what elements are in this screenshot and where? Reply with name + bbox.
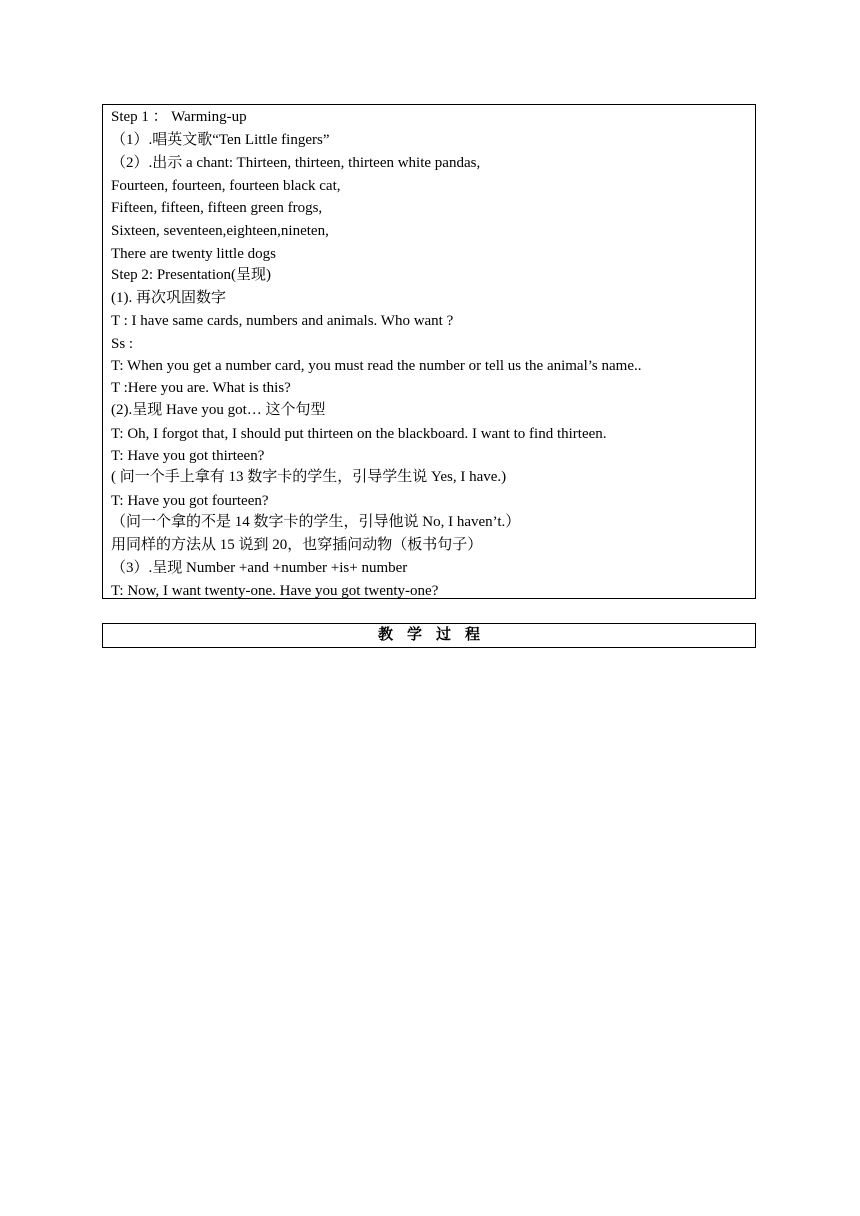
text-line: 用同样的方法从 15 说到 20，也穿插问动物（板书句子） (111, 537, 483, 553)
text-line: T: When you get a number card, you must read the number or tell us the animal’s name.. (111, 358, 642, 374)
section-title: 教学过程 (377, 627, 494, 643)
text-line: ( 问一个手上拿有 13 数字卡的学生，引导学生说 Yes, I have.) (111, 469, 507, 485)
text-line: T: Oh, I forgot that, I should put thirteen on the blackboard. I want to find thirteen. (111, 426, 607, 442)
text-line: T : I have same cards, numbers and animals. Who want ? (111, 313, 454, 329)
text-line: T :Here you are. What is this? (111, 380, 291, 396)
text-line: There are twenty little dogs (111, 246, 276, 262)
text-line: （3）.呈现 Number +and +number +is+ number (111, 560, 408, 576)
text-line: （2）.出示 a chant: Thirteen, thirteen, thirteen white pandas, (111, 155, 481, 171)
text-line: （问一个拿的不是 14 数字卡的学生，引导他说 No, I haven’t.） (111, 514, 521, 530)
text-line: Step 1 ： Warming-up (111, 109, 247, 125)
text-line: T: Have you got thirteen? (111, 448, 265, 464)
text-line: T: Have you got fourteen? (111, 493, 269, 509)
text-line: T: Now, I want twenty-one. Have you got twenty-one? (111, 583, 439, 599)
lesson-steps-box (102, 104, 756, 599)
text-line: Step 2: Presentation(呈现) (111, 267, 271, 283)
text-line: Fifteen, fifteen, fifteen green frogs, (111, 200, 323, 216)
text-line: Sixteen, seventeen,eighteen,nineten, (111, 223, 329, 239)
text-line: (1). 再次巩固数字 (111, 290, 226, 306)
section-header (102, 623, 756, 648)
text-line: (2).呈现 Have you got… 这个句型 (111, 402, 326, 418)
text-line: Ss : (111, 336, 134, 352)
text-line: Fourteen, fourteen, fourteen black cat, (111, 178, 341, 194)
text-line: （1）.唱英文歌“Ten Little fingers” (111, 132, 330, 148)
